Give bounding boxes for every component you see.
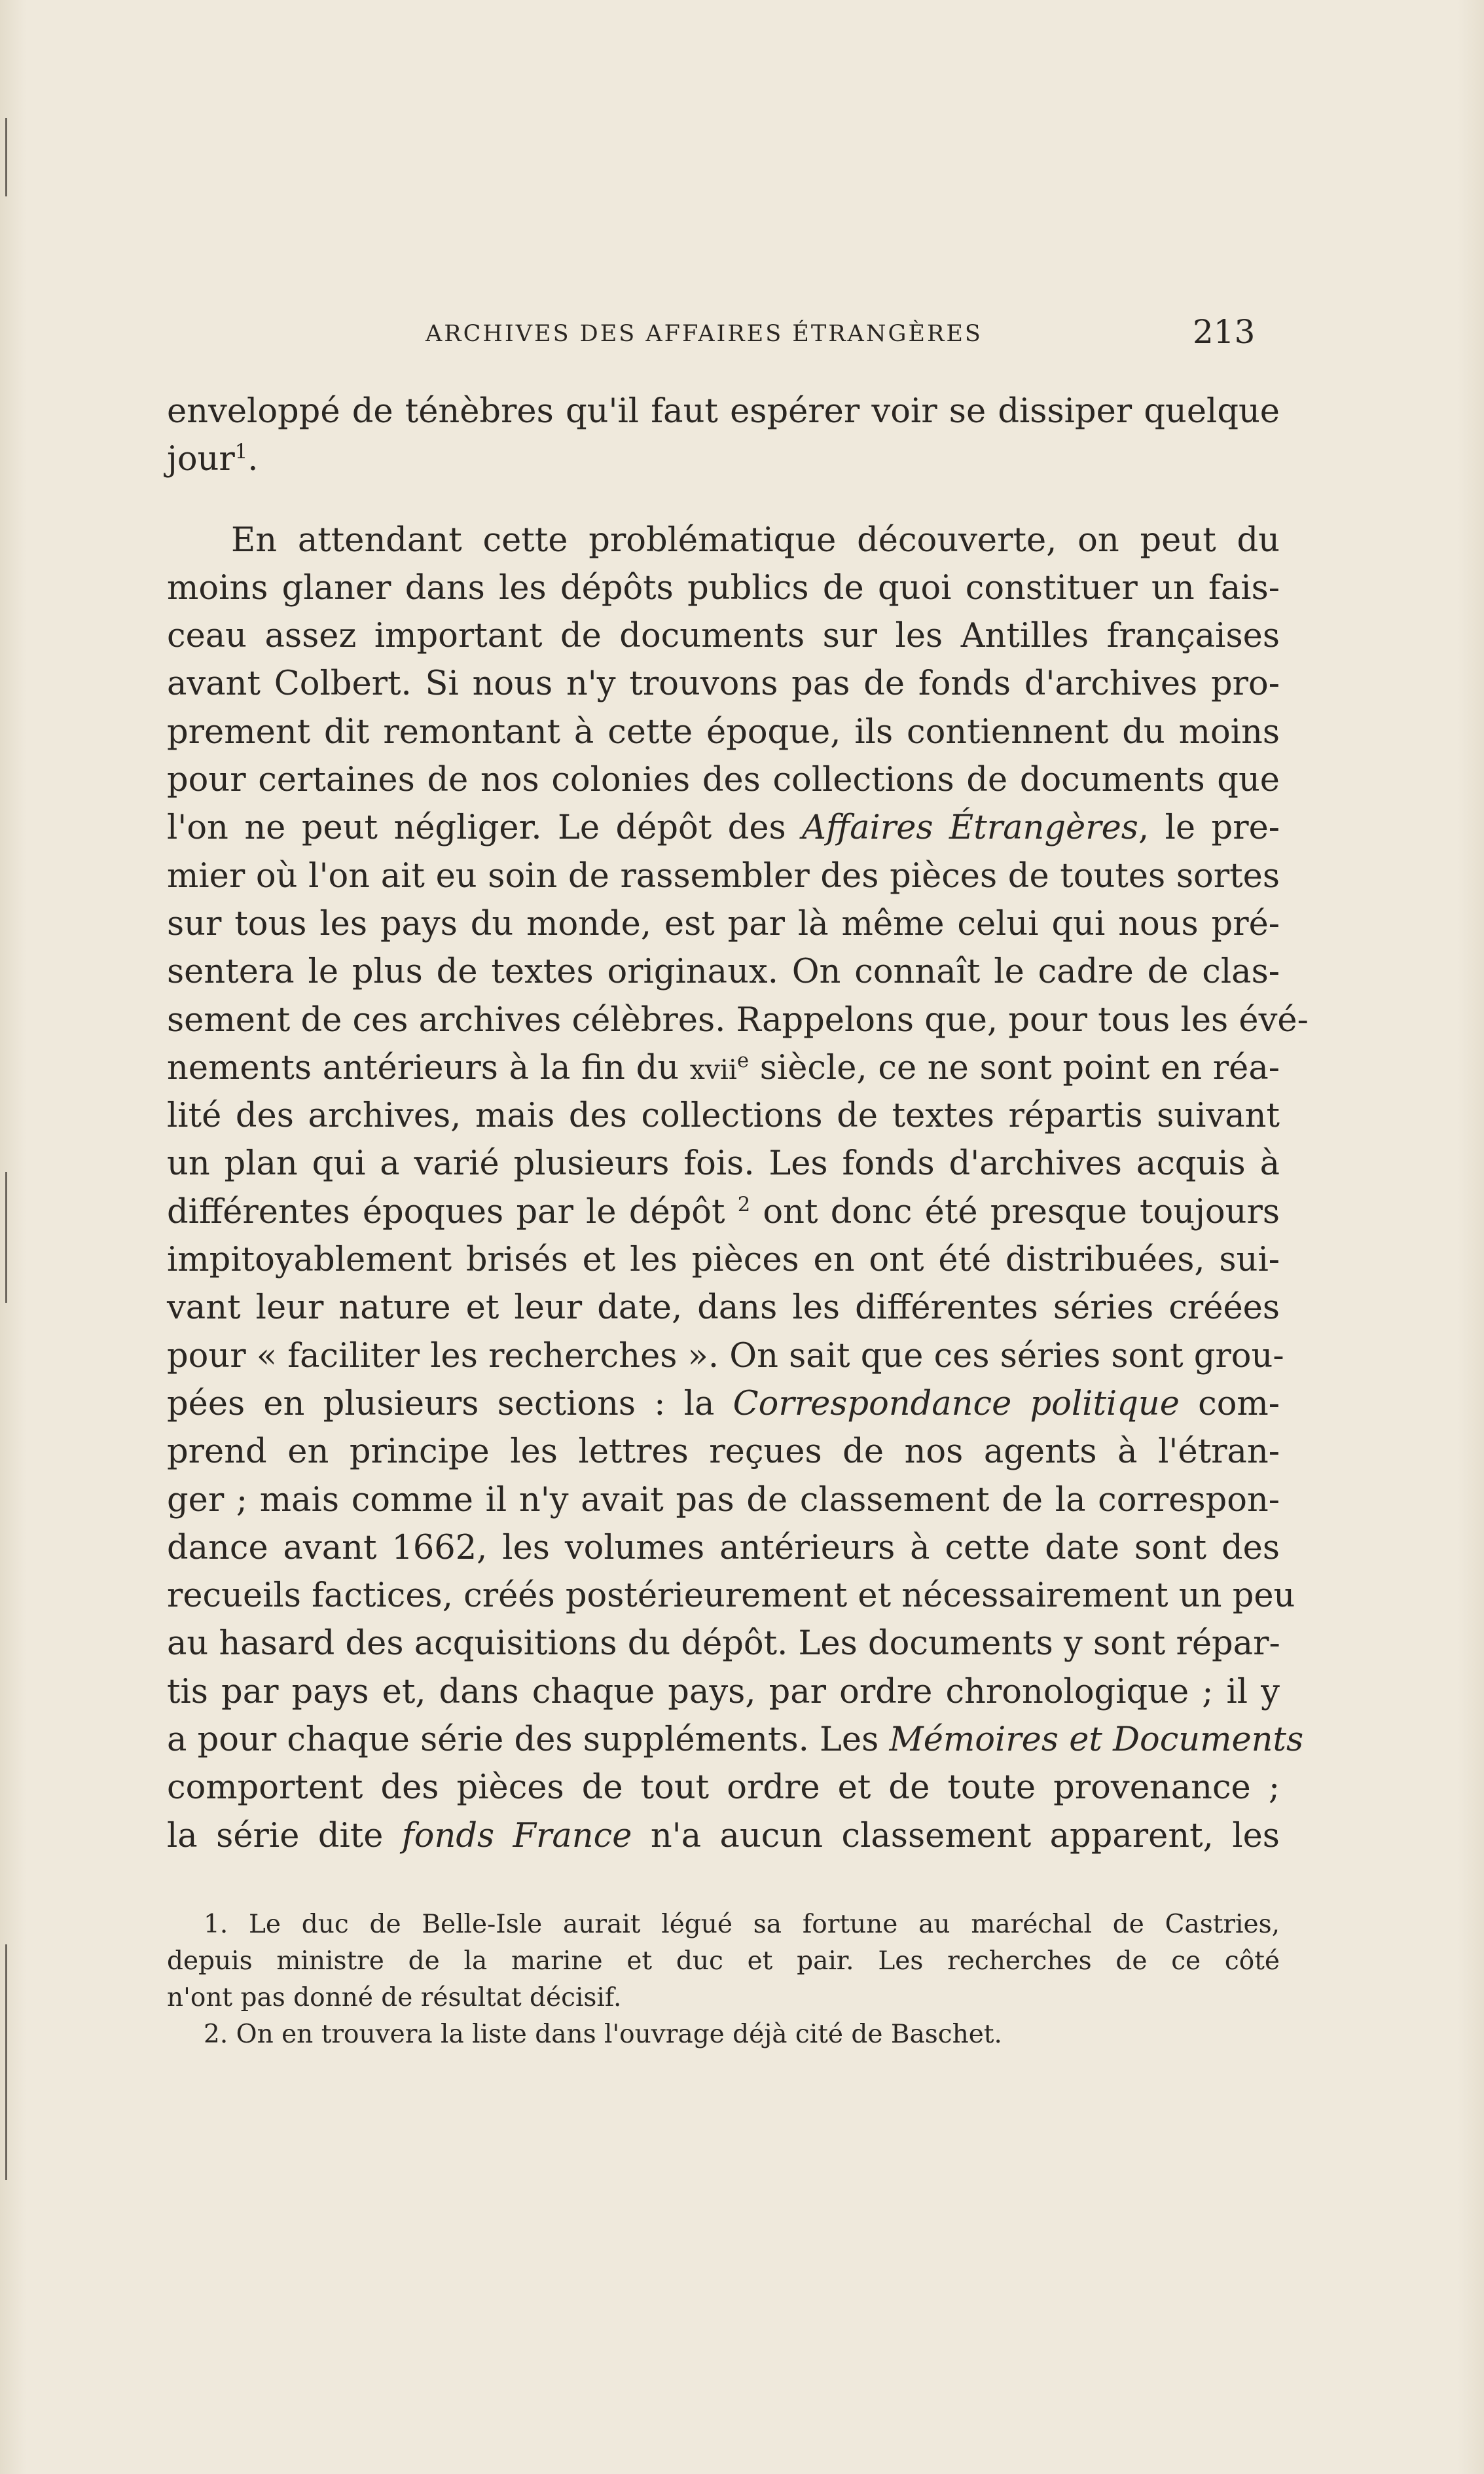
footnote-1: 1. Le duc de Belle-Isle aurait légué sa fortune au maréchal de Castries, — [204, 1910, 1280, 1939]
text-span: ont donc été presque toujours — [750, 1192, 1280, 1231]
italic-title: Correspondance politique — [733, 1384, 1180, 1423]
footnotes — [167, 1906, 1280, 2053]
text-line: vant leur nature et leur date, dans les différentes séries créées — [167, 1288, 1280, 1328]
binding-edge — [5, 118, 7, 196]
text-span: a pour chaque série des suppléments. Les — [167, 1720, 890, 1760]
century-numeral: xvii — [689, 1053, 737, 1085]
running-title: ARCHIVES DES AFFAIRES ÉTRANGÈRES — [425, 321, 983, 347]
body-text — [167, 388, 1309, 1860]
page-number: 213 — [1193, 313, 1256, 351]
italic-title: fonds France — [401, 1816, 632, 1855]
text-line: pour « faciliter les recherches ». On sait que ces séries sont grou- — [167, 1336, 1284, 1375]
text-line: avant Colbert. Si nous n'y trouvons pas de fonds d'archives pro- — [167, 664, 1280, 704]
text-span: différentes époques par le dépôt — [167, 1192, 738, 1231]
text-line: sur tous les pays du monde, est par là même celui qui nous pré- — [167, 904, 1280, 943]
text-span: com- — [1179, 1384, 1280, 1423]
text-line: impitoyablement brisés et les pièces en ont été distribuées, sui- — [167, 1241, 1280, 1280]
text-line — [167, 435, 1280, 483]
footnote-1-cont: depuis ministre de la marine et duc et pair. Les recherches de ce côté — [167, 1946, 1280, 1976]
binding-edge — [5, 1172, 7, 1303]
text-span: , le pre- — [1138, 809, 1280, 848]
footnote-ref: 2 — [737, 1193, 751, 1216]
text-line: lité des archives, mais des collections de textes répartis suivant — [167, 1097, 1280, 1136]
text-span: l'on ne peut négliger. Le dépôt des — [167, 809, 803, 848]
text-line: dance avant 1662, les volumes antérieurs à cette date sont des — [167, 1528, 1280, 1567]
text-line: pour certaines de nos colonies des collections de documents que — [167, 761, 1280, 800]
text-span: nements antérieurs à la fin du — [167, 1048, 690, 1087]
footnote-2: 2. On en trouvera la liste dans l'ouvrage déjà cité de Baschet. — [204, 2020, 1002, 2049]
text-line: au hasard des acquisitions du dépôt. Les documents y sont répar- — [167, 1624, 1280, 1664]
text-line: comportent des pièces de tout ordre et de toute provenance ; — [167, 1768, 1280, 1808]
text-line: recueils factices, créés postérieurement et nécessairement un peu — [167, 1576, 1295, 1616]
text-span: . — [247, 440, 259, 479]
italic-title: Affaires Étrangères — [802, 809, 1138, 848]
text-span: la série dite — [167, 1816, 402, 1855]
text-line: sement de ces archives célèbres. Rappelons que, pour tous les évé- — [167, 1000, 1309, 1040]
text-line — [167, 1716, 1304, 1764]
text-line — [167, 1812, 1280, 1860]
text-line: prement dit remontant à cette époque, ils contiennent du moins — [167, 712, 1280, 752]
paragraph-gap — [167, 484, 1280, 517]
text-span: pées en plusieurs sections : la — [167, 1384, 733, 1423]
superscript: e — [736, 1049, 750, 1072]
text-span: n'a aucun classement apparent, les — [632, 1816, 1280, 1855]
text-line: enveloppé de ténèbres qu'il faut espérer voir se dissiper quelque — [167, 392, 1280, 431]
text-line — [167, 1044, 1280, 1092]
text-line: mier où l'on ait eu soin de rassembler des pièces de toutes sortes — [167, 856, 1280, 896]
footnote-1-cont: n'ont pas donné de résultat décisif. — [167, 1983, 622, 2012]
text-line: moins glaner dans les dépôts publics de quoi constituer un fais- — [167, 568, 1280, 608]
text-span: siècle, ce ne sont point en réa- — [749, 1048, 1280, 1087]
text-line: un plan qui a varié plusieurs fois. Les fonds d'archives acquis à — [167, 1144, 1280, 1184]
text-line: sentera le plus de textes originaux. On connaît le cadre de clas- — [167, 953, 1280, 992]
text-line: ger ; mais comme il n'y avait pas de classement de la correspon- — [167, 1480, 1280, 1519]
text-line: En attendant cette problématique découverte, on peut du — [231, 520, 1280, 560]
footnote-ref: 1 — [234, 441, 248, 464]
text-line — [167, 1188, 1280, 1236]
text-span: jour — [167, 440, 235, 479]
text-line: tis par pays et, dans chaque pays, par ordre chronologique ; il y — [167, 1672, 1280, 1711]
binding-edge — [5, 1944, 7, 2180]
text-line: prend en principe les lettres reçues de nos agents à l'étran- — [167, 1432, 1280, 1472]
text-line — [167, 1380, 1280, 1428]
text-line — [167, 804, 1280, 852]
text-line: ceau assez important de documents sur les Antilles françaises — [167, 617, 1280, 656]
italic-title: Mémoires et Documents — [889, 1720, 1304, 1760]
